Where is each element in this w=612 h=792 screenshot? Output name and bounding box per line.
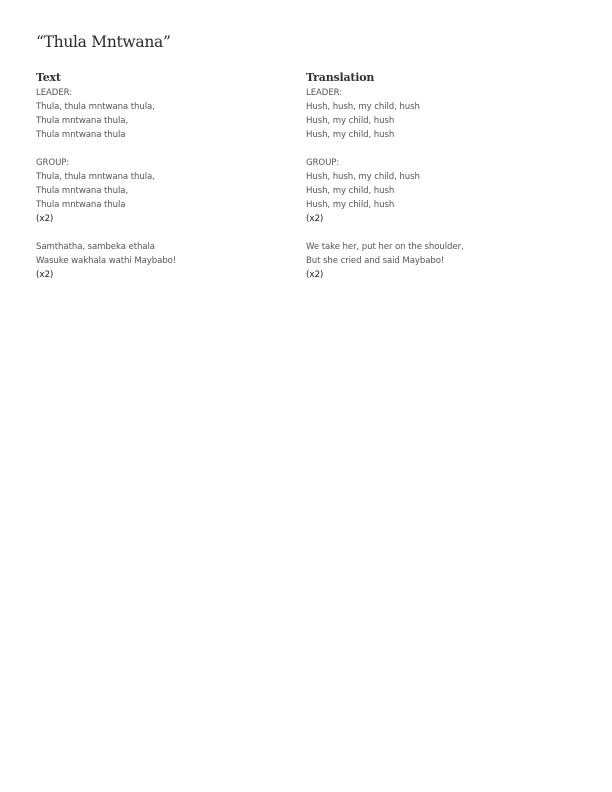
lyric-line: Thula mntwana thula, — [36, 186, 129, 196]
lyric-line: Wasuke wakhala wathi Maybabo! — [36, 256, 177, 266]
section-label: GROUP: — [36, 158, 70, 168]
lyric-line: Thula mntwana thula, — [36, 116, 129, 126]
lyric-line: We take her, put her on the shoulder, — [306, 242, 464, 252]
section-label: LEADER: — [36, 88, 73, 98]
verse-section — [36, 240, 286, 282]
lyric-line: Thula, thula mntwana thula, — [36, 102, 155, 112]
section-label: GROUP: — [306, 158, 340, 168]
lyric-line: Hush, my child, hush — [306, 116, 395, 126]
leader-section — [36, 86, 286, 142]
repeat-marker: (x2) — [306, 214, 324, 224]
lyric-line: Hush, my child, hush — [306, 200, 395, 210]
page-title: “Thula Mntwana” — [36, 33, 171, 51]
text-column-heading: Text — [36, 71, 61, 84]
lyric-line: Hush, hush, my child, hush — [306, 102, 420, 112]
group-section — [306, 156, 556, 226]
text-column — [36, 71, 286, 282]
verse-section — [306, 240, 556, 282]
lyric-line: Thula, thula mntwana thula, — [36, 172, 155, 182]
lyric-line: But she cried and said Maybabo! — [306, 256, 445, 266]
repeat-marker: (x2) — [36, 270, 54, 280]
repeat-marker: (x2) — [306, 270, 324, 280]
group-section — [36, 156, 286, 226]
lyric-line: Thula mntwana thula — [36, 200, 126, 210]
leader-section — [306, 86, 556, 142]
repeat-marker: (x2) — [36, 214, 54, 224]
lyric-line: Thula mntwana thula — [36, 130, 126, 140]
lyric-line: Samthatha, sambeka ethala — [36, 242, 155, 252]
translation-column-heading: Translation — [306, 71, 375, 84]
lyric-line: Hush, my child, hush — [306, 186, 395, 196]
section-label: LEADER: — [306, 88, 343, 98]
translation-column — [306, 71, 556, 282]
lyric-line: Hush, my child, hush — [306, 130, 395, 140]
lyric-line: Hush, hush, my child, hush — [306, 172, 420, 182]
